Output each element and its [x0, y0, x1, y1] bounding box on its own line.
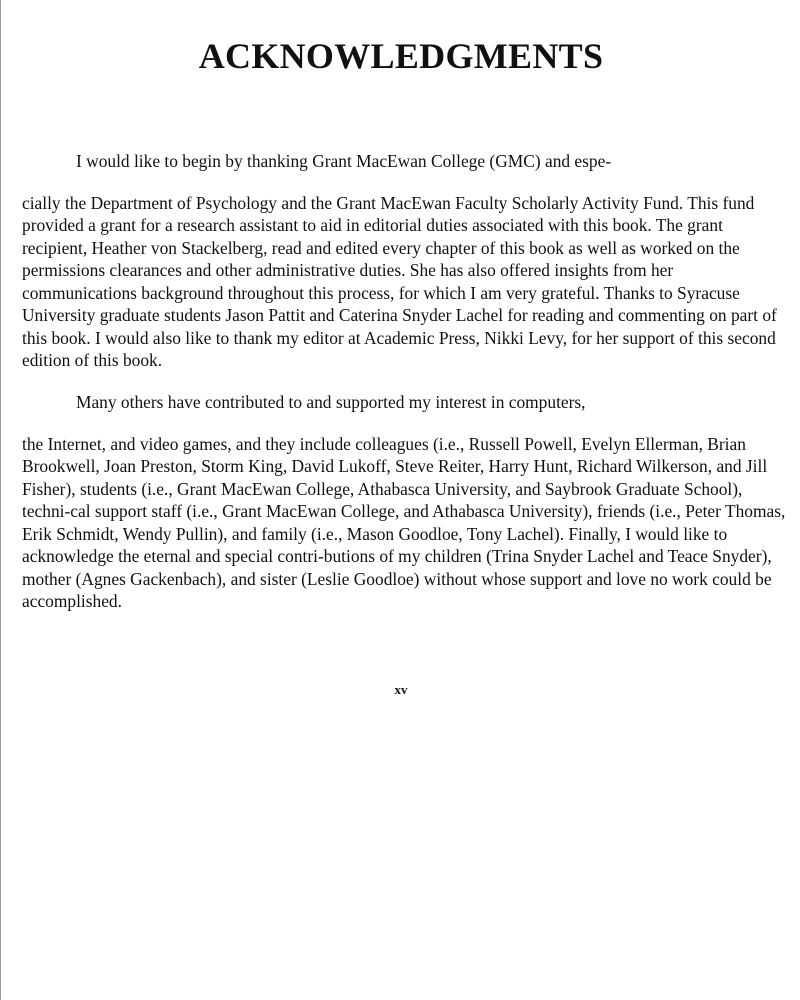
page-title: ACKNOWLEDGMENTS [198, 36, 604, 76]
paragraph-2-gap [22, 414, 790, 433]
paragraph-1-gap [22, 173, 790, 192]
paragraph-2 [22, 391, 790, 613]
paragraph-1-body: cially the Department of Psychology and the Grant MacEwan Faculty Scholarly Activity Fund. This fund provided a grant for a research assistant to aid in editorial duties associated with this book. The grant recipient, Heather von Stackelberg, read and edited every chapter of this book as well as worked on the permissions clearances and other administrative duties. She has also offered insights from her communications background throughout this process, for which I am very grateful. Thanks to Syracuse University graduate students Jason Pattit and Caterina Snyder Lachel for reading and commenting on part of this book. I would also like to thank my editor at Academic Press, Nikki Levy, for her support of this second edition of this book. [22, 192, 777, 370]
paragraph-2-body: the Internet, and video games, and they include colleagues (i.e., Russell Powell, Evelyn Ellerman, Brian Brookwell, Joan Preston, Storm King, David Lukoff, Steve Reiter, Harry Hunt, Richard Wilkerson, and Jill Fisher), students (i.e., Grant MacEwan College, Athabasca University, and Saybrook Graduate School), techni-cal support staff (i.e., Grant MacEwan College, and Athabasca University), friends (i.e., Peter Thomas, Erik Schmidt, Wendy Pullin), and family (i.e., Mason Goodloe, Tony Lachel). Finally, I would like to acknowledge the eternal and special contri-butions of my children (Trina Snyder Lachel and Teace Snyder), mother (Agnes Gackenbach), and sister (Leslie Goodloe) without whose support and love no work could be accomplished. [22, 433, 786, 611]
paragraph-1 [22, 150, 790, 372]
paragraph-2-first-line: Many others have contributed to and supported my interest in computers, [76, 392, 586, 412]
paragraph-1-first-line: I would like to begin by thanking Grant MacEwan College (GMC) and espe- [76, 151, 612, 171]
page-number: xv [394, 682, 408, 697]
